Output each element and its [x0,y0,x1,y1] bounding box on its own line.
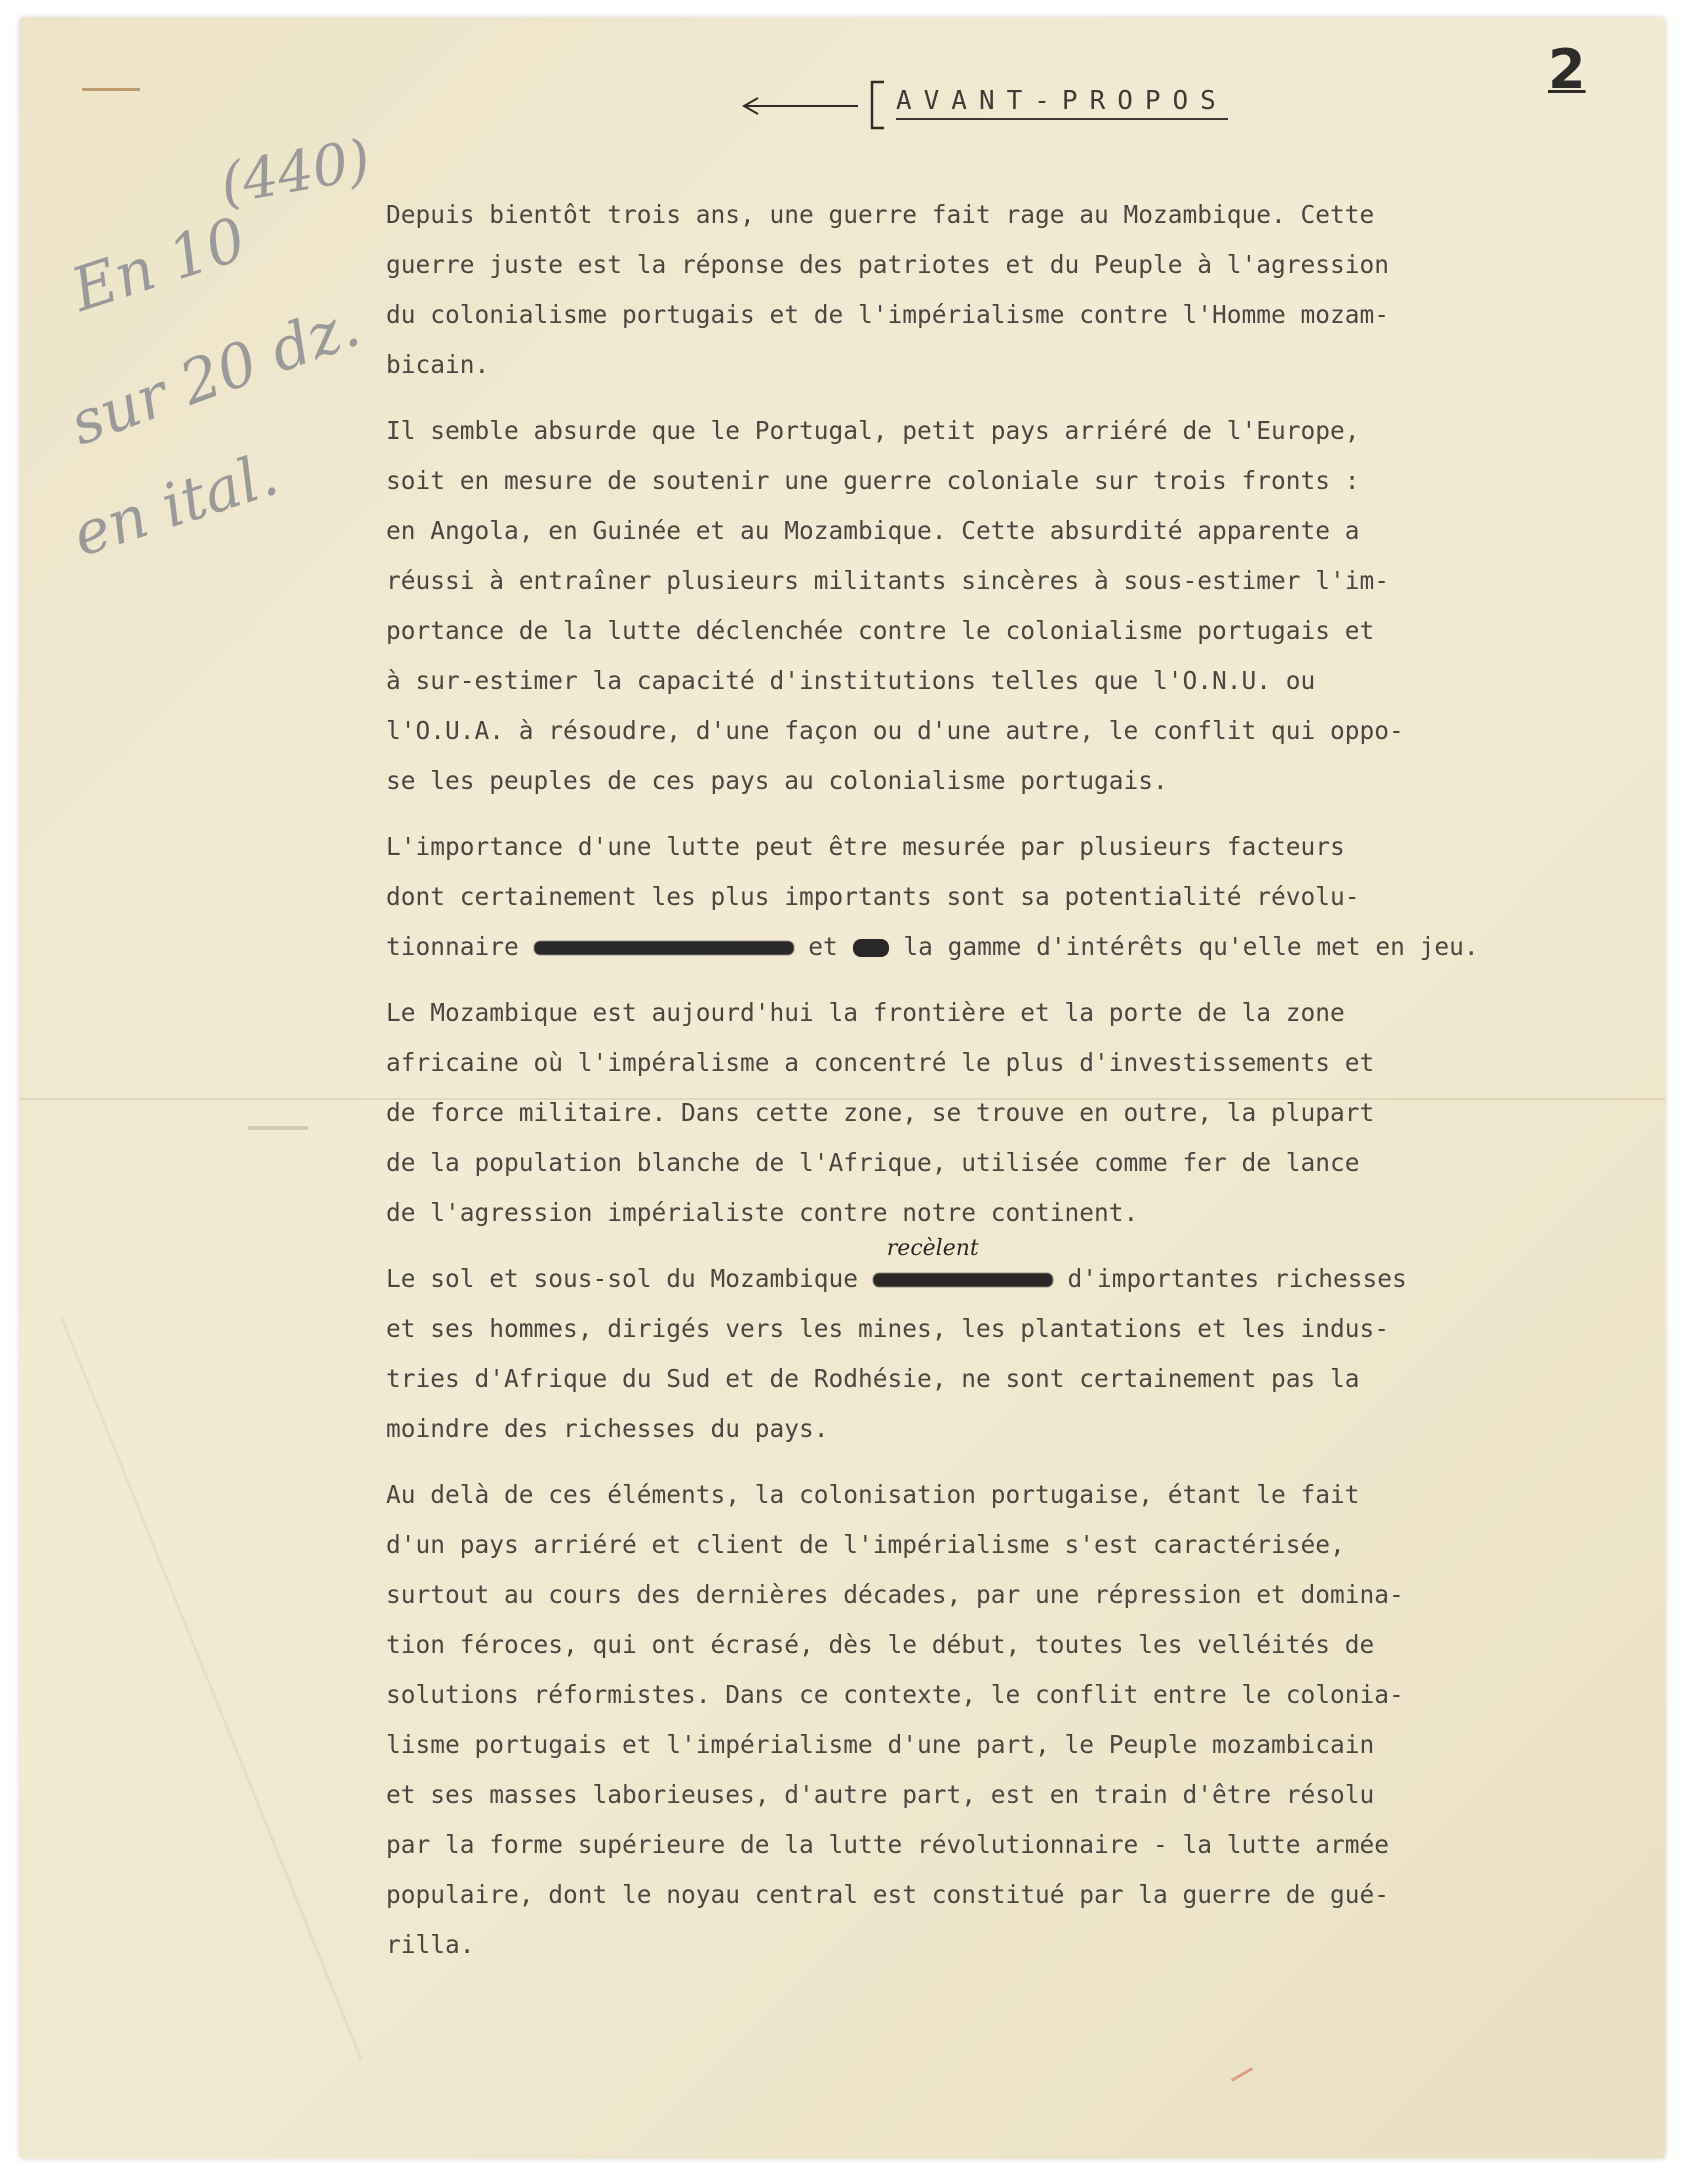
text-line: d'un pays arriéré et client de l'impérialisme s'est caractérisée, [386,1530,1345,1559]
paper-crease [60,1317,362,2060]
page-number: 2 [1548,38,1586,101]
paragraph-1 [386,190,1656,390]
text-segment: et [808,932,838,961]
text-line: Depuis bientôt trois ans, une guerre fait rage au Mozambique. Cette [386,200,1375,229]
text-segment: la gamme d'intérêts qu'elle met en jeu. [903,932,1479,961]
text-line: tion féroces, qui ont écrasé, dès le début, toutes les velléités de [386,1630,1375,1659]
text-line: de l'agression impérialiste contre notre continent. [386,1198,1139,1227]
text-line: surtout au cours des dernières décades, par une répression et domina- [386,1580,1404,1609]
text-line: bicain. [386,350,490,379]
inserted-word: recèlent [886,1236,979,1261]
text-line: soit en mesure de soutenir une guerre coloniale sur trois fronts : [386,466,1360,495]
paragraph-4 [386,988,1656,1238]
text-line: par la forme supérieure de la lutte révolutionnaire - la lutte armée [386,1830,1390,1859]
text-line: et ses masses laborieuses, d'autre part, est en train d'être résolu [386,1780,1375,1809]
corner-tick-mark [82,88,140,91]
margin-note-count: (440) [215,127,376,218]
text-line: Il semble absurde que le Portugal, petit pays arriéré de l'Europe, [386,416,1360,445]
bracket-mark-icon [868,80,886,130]
text-line: Au delà de ces éléments, la colonisation portugaise, étant le fait [386,1480,1360,1509]
red-pencil-mark [1231,2067,1253,2082]
paragraph-5 [386,1236,1656,1454]
text-line: à sur-estimer la capacité d'institutions telles que l'O.N.U. ou [386,666,1316,695]
text-line: rilla. [386,1930,475,1959]
text-line: de la population blanche de l'Afrique, utilisée comme fer de lance [386,1148,1360,1177]
handwritten-correction [873,1236,1053,1304]
text-line: portance de la lutte déclenchée contre le colonialisme portugais et [386,616,1375,645]
text-line: l'O.U.A. à résoudre, d'une façon ou d'une autre, le conflit qui oppo- [386,716,1404,745]
text-line: africaine où l'impéralisme a concentré le plus d'investissements et [386,1048,1375,1077]
text-line-with-correction [386,1236,1656,1304]
text-line: Le Mozambique est aujourd'hui la frontière et la porte de la zone [386,998,1345,1027]
text-line: L'importance d'une lutte peut être mesurée par plusieurs facteurs [386,832,1345,861]
struck-out-word [534,941,794,955]
text-line: lisme portugais et l'impérialisme d'une part, le Peuple mozambicain [386,1730,1375,1759]
arrow-left-icon [740,96,860,116]
text-line: et ses hommes, dirigés vers les mines, les plantations et les indus- [386,1314,1390,1343]
body-text [386,190,1656,1986]
paragraph-6 [386,1470,1656,1970]
margin-note-line-1: En 10 [63,204,255,326]
paragraph-2 [386,406,1656,806]
margin-note-line-2: sur 20 dz. [61,290,369,460]
margin-note-line-3: en ital. [64,439,287,571]
text-line: tries d'Afrique du Sud et de Rodhésie, ne sont certainement pas la [386,1364,1360,1393]
text-line: solutions réformistes. Dans ce contexte, le conflit entre le colonia- [386,1680,1404,1709]
text-line: de force militaire. Dans cette zone, se trouve en outre, la plupart [386,1098,1375,1127]
struck-out-word [873,1273,1053,1287]
text-line-with-strikeout [386,922,1656,972]
text-line: guerre juste est la réponse des patriotes et du Peuple à l'agression [386,250,1390,279]
page-title: AVANT-PROPOS [896,86,1228,120]
paper-smudge [248,1126,308,1130]
text-line: dont certainement les plus importants sont sa potentialité révolu- [386,882,1360,911]
text-line: se les peuples de ces pays au colonialisme portugais. [386,766,1168,795]
text-segment: Le sol et sous-sol du Mozambique [386,1264,859,1293]
text-segment: d'importantes richesses [1067,1264,1407,1293]
text-segment: tionnaire [386,932,519,961]
paragraph-3 [386,822,1656,972]
text-line: en Angola, en Guinée et au Mozambique. Cette absurdité apparente a [386,516,1360,545]
text-line: populaire, dont le noyau central est constitué par la guerre de gué- [386,1880,1390,1909]
text-line: réussi à entraîner plusieurs militants sincères à sous-estimer l'im- [386,566,1390,595]
page-header [740,80,1640,140]
text-line: moindre des richesses du pays. [386,1414,829,1443]
text-line: du colonialisme portugais et de l'impérialisme contre l'Homme mozam- [386,300,1390,329]
struck-out-word [853,939,889,957]
